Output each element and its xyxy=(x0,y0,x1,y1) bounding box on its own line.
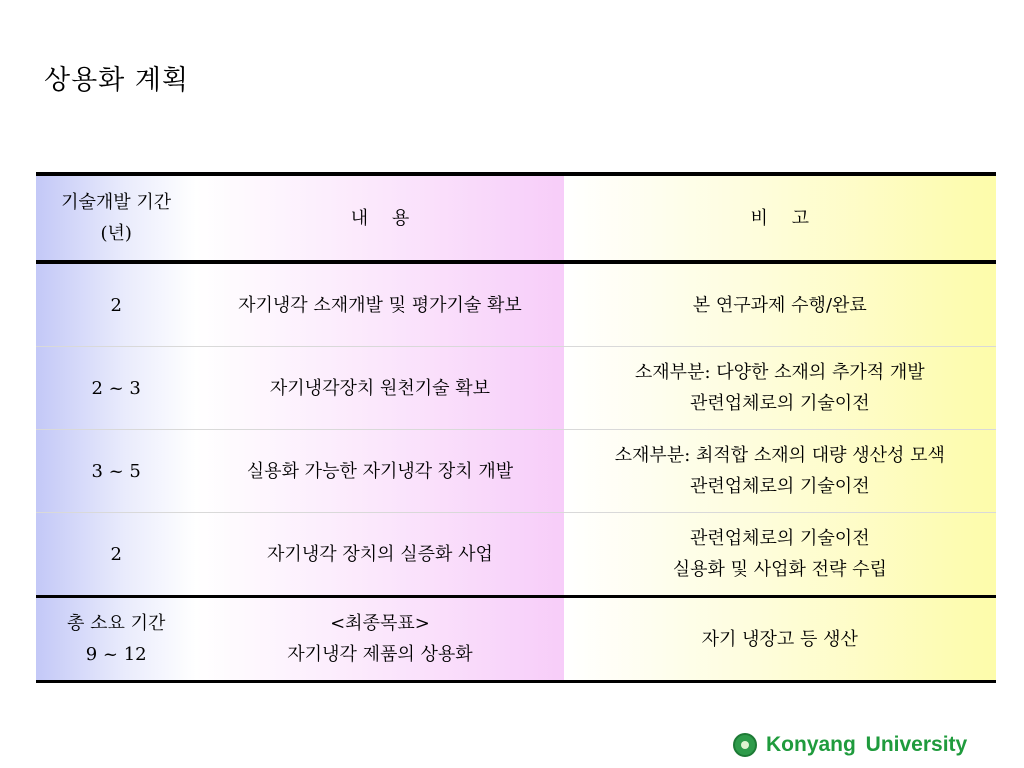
total-remark: 자기 냉장고 등 생산 xyxy=(564,597,996,682)
header-period-line2: (년) xyxy=(100,223,132,244)
row-remark-line1: 소재부분: 최적합 소재의 대량 생산성 모색 xyxy=(614,445,945,466)
header-remarks: 비 고 xyxy=(564,174,996,262)
row-content: 자기냉각 장치의 실증화 사업 xyxy=(196,513,563,597)
commercialization-plan-table xyxy=(36,172,996,683)
row-remark-line2: 관련업체로의 기술이전 xyxy=(689,393,870,414)
table-row xyxy=(36,513,996,597)
university-logo xyxy=(733,733,967,757)
total-content-line2: 자기냉각 제품의 상용화 xyxy=(287,644,473,665)
total-period xyxy=(36,597,196,682)
row-period: 2 xyxy=(36,513,196,597)
page-title: 상용화 계획 xyxy=(44,65,189,96)
total-period-line1: 총 소요 기간 xyxy=(66,613,166,634)
row-remark xyxy=(564,513,996,597)
total-content xyxy=(196,597,563,682)
table-row xyxy=(36,262,996,347)
row-remark-line1: 소재부분: 다양한 소재의 추가적 개발 xyxy=(634,362,925,383)
row-period: 3 ~ 5 xyxy=(36,430,196,513)
total-period-line2: 9 ~ 12 xyxy=(85,644,147,665)
row-remark-line1: 본 연구과제 수행/완료 xyxy=(692,294,867,316)
row-remark-line2: 관련업체로의 기술이전 xyxy=(689,476,870,497)
row-period: 2 ~ 3 xyxy=(36,347,196,430)
row-period: 2 xyxy=(36,262,196,347)
row-content: 자기냉각 소재개발 및 평가기술 확보 xyxy=(196,262,563,347)
header-period-line1: 기술개발 기간 xyxy=(61,192,172,213)
university-emblem-icon xyxy=(733,733,757,757)
table-row xyxy=(36,347,996,430)
row-remark xyxy=(564,430,996,513)
table-row xyxy=(36,430,996,513)
header-content: 내 용 xyxy=(196,174,563,262)
row-remark xyxy=(564,347,996,430)
table-total-row xyxy=(36,597,996,682)
university-name: Konyang University xyxy=(766,733,968,756)
row-remark-line2: 실용화 및 사업화 전략 수립 xyxy=(672,559,887,580)
row-content: 실용화 가능한 자기냉각 장치 개발 xyxy=(196,430,563,513)
row-remark xyxy=(564,262,996,347)
total-content-line1: <최종목표> xyxy=(330,613,430,634)
table-header-row xyxy=(36,174,996,262)
row-remark-line1: 관련업체로의 기술이전 xyxy=(689,528,870,549)
header-period xyxy=(36,174,196,262)
row-content: 자기냉각장치 원천기술 확보 xyxy=(196,347,563,430)
